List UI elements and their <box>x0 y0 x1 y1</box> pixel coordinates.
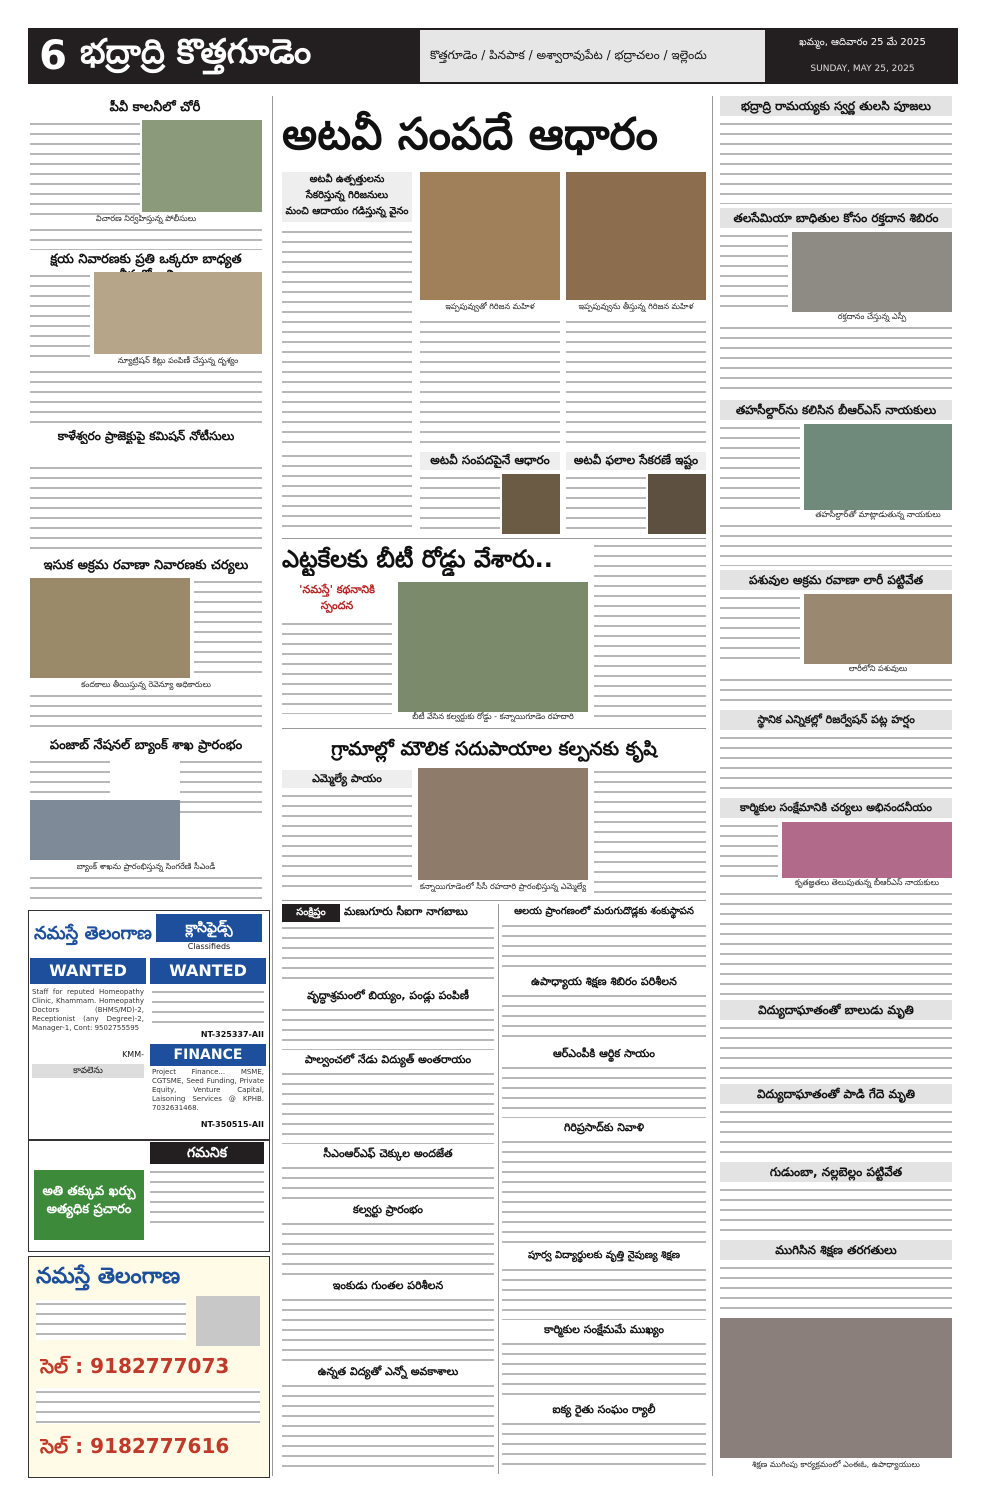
news-photo <box>420 172 560 300</box>
news-photo <box>782 822 952 878</box>
article-text <box>30 464 262 554</box>
headline: భద్రాద్రి రామయ్యకు స్వర్ణ తులసి పూజలు <box>720 96 952 116</box>
brief-headline: ఆర్ఎంపీకి ఆర్థిక సాయం <box>552 1047 656 1060</box>
slogan-line: అతి తక్కువ ఖర్చు <box>42 1184 136 1199</box>
kicker-line: అటవీ ఉత్పత్తులను <box>309 174 385 185</box>
news-photo <box>792 232 952 312</box>
finance-banner: FINANCE <box>150 1044 266 1066</box>
brief-text <box>282 1070 494 1144</box>
article-text <box>720 822 778 882</box>
article-text <box>720 1108 952 1158</box>
headline: పీవీ కాలనీలో చోరీ <box>109 100 201 115</box>
headline: తలసేమియా బాధితుల కోసం రక్తదాన శిబిరం <box>720 208 952 228</box>
brief-text <box>502 992 706 1044</box>
headline: క్షయ నివారణకు ప్రతి ఒక్కరూ బాధ్యత <box>50 252 242 267</box>
article-text <box>720 1264 952 1314</box>
headline: విద్యుదాఘాతంతో బాలుడు మృతి <box>720 1000 952 1020</box>
brief-headline: గిరిప్రసాద్‌కు నివాళి <box>563 1121 645 1134</box>
column-divider <box>712 96 713 1476</box>
photo-caption: కృతజ్ఞతలు తెలుపుతున్న బీఆర్ఎస్ నాయకులు <box>795 878 939 887</box>
brief-headline: పూర్వ విద్యార్థులకు వృత్తి నైపుణ్య శిక్షణ <box>527 1250 681 1261</box>
article-text <box>282 620 392 714</box>
article-text <box>420 474 500 534</box>
article-text <box>594 768 706 894</box>
brief-headline: ఉన్నత విద్యతో ఎన్నో అవకాశాలు <box>317 1365 459 1378</box>
article-text <box>282 792 412 892</box>
village-photo <box>418 768 588 880</box>
article-text <box>720 594 800 664</box>
article-text <box>30 226 262 250</box>
subhead: అటవీ సంపదపైనే ఆధారం <box>420 452 560 470</box>
ad-text <box>150 1168 264 1228</box>
article-text <box>720 890 952 996</box>
road-photo <box>398 582 588 712</box>
headline: కార్మికుల సంక్షేమానికి చర్యలు అభినందనీయం <box>720 798 952 818</box>
classifieds-subtitle: Classifieds <box>187 942 231 951</box>
photo-caption: విచారణ నిర్వహిస్తున్న పోలీసులు <box>95 214 197 223</box>
date-telugu: ఖమ్మం, ఆదివారం 25 మే 2025 <box>799 37 926 48</box>
phone-number: సెల్ : 9182777073 <box>40 1354 230 1378</box>
brief-text <box>502 1138 706 1246</box>
photo-caption: తహసీల్దార్‌తో మాట్లాడుతున్న నాయకులు <box>815 510 941 519</box>
portrait-photo <box>648 474 706 534</box>
photo-caption: లారీలోని పశువులు <box>848 664 908 673</box>
page-number: 6 <box>28 28 78 84</box>
article-text <box>566 318 706 448</box>
article-text <box>30 120 140 220</box>
ad-text <box>36 1388 260 1424</box>
briefs-label: సంక్షిప్తం <box>282 904 340 922</box>
kicker-line: మంచి ఆదాయం గడిస్తున్న వైనం <box>285 206 409 217</box>
lead-kicker <box>282 172 412 222</box>
brief-headline: కల్వర్టు ప్రారంభం <box>352 1203 423 1216</box>
article-text <box>720 734 952 794</box>
headline: స్థానిక ఎన్నికల్లో రిజర్వేషన్ పట్ల హర్షం <box>720 710 952 730</box>
news-photo <box>30 578 190 678</box>
headline: పశువుల అక్రమ రవాణా లారీ పట్టివేత <box>720 570 952 590</box>
village-kicker: ఎమ్మెల్యే పాయం <box>282 770 412 788</box>
photo-caption: ఇప్పపువ్వును తీస్తున్న గిరిజన మహిళ <box>578 302 694 311</box>
classifieds-title: క్లాసిఫైడ్స్ <box>156 914 262 942</box>
news-photo <box>566 172 706 300</box>
ad-text: Project Finance... MSME, CGTSME, Seed Funding, Private Equity, Venture Capital, Laisoning Services @ KPHB. 7032631468. <box>152 1068 264 1112</box>
article-text <box>720 324 952 396</box>
headline: తహసీల్దార్‌ను కలిసిన బీఆర్ఎస్ నాయకులు <box>720 400 952 420</box>
brief-text <box>502 1340 706 1400</box>
article-text <box>420 318 560 448</box>
photo-caption: ఇప్పపువ్వుతో గిరిజన మహిళ <box>445 302 535 311</box>
ad-code: KMM- <box>122 1050 144 1059</box>
article-text <box>594 542 706 722</box>
divider <box>282 900 706 901</box>
newspaper-image <box>196 1296 260 1346</box>
article-text <box>720 232 788 312</box>
brief-text <box>502 922 706 972</box>
news-photo <box>804 594 952 664</box>
kicker-line: స్పందన <box>320 599 354 612</box>
article-text <box>194 578 262 678</box>
ad-text: Staff for reputed Homeopathy Clinic, Khammam. Homeopathy Doctors (BHMS/MD)-2, Receptionist (any Degree)-2, Manager-1, Cont: 9502755595 <box>32 988 144 1032</box>
road-kicker <box>282 582 392 616</box>
road-headline: ఎట్టకేలకు బీటీ రోడ్డు వేశారు.. <box>282 545 553 573</box>
subhead: అటవీ ఫలాల సేకరణే ఇష్టం <box>566 452 706 470</box>
brief-headline: కార్మికుల సంక్షేమమే ముఖ్యం <box>544 1323 664 1336</box>
news-photo <box>142 120 262 212</box>
news-photo <box>804 424 952 510</box>
article-text <box>30 272 90 362</box>
ad-code: NT-350515-AII <box>200 1120 264 1129</box>
photo-caption: న్యూట్రిషన్ కిట్లు పంపిణీ చేస్తున్న దృశ్యం <box>117 356 239 365</box>
wanted-banner: WANTED <box>150 958 266 984</box>
photo-caption: బ్యాంక్ శాఖను ప్రారంభిస్తున్న సింగరేణి సీఎండీ <box>76 862 216 871</box>
note-label: గమనిక <box>150 1142 264 1164</box>
brief-headline: ఆలయ ప్రాంగణంలో మరుగుదొడ్లకు శంకుస్థాపన <box>514 906 694 917</box>
brief-headline: సీఎంఆర్ఎఫ్ చెక్కుల అందజేత <box>323 1147 453 1160</box>
headline: ఇసుక అక్రమ రవాణా నివారణకు చర్యలు <box>43 558 249 573</box>
photo-caption: కన్నాయిగూడెంలో సీసీ రహదారి ప్రారంభిస్తున్న ఎమ్మెల్యే <box>419 882 587 891</box>
article-text <box>30 874 262 904</box>
phone-number: సెల్ : 9182777616 <box>40 1434 230 1458</box>
places-strip: కొత్తగూడెం / పినపాక / అశ్వారావుపేట / భద్రాచలం / ఇల్లెందు <box>420 30 765 82</box>
article-text <box>30 368 262 424</box>
ad-brand: నమస్తే తెలంగాణ <box>36 1264 181 1289</box>
headline: విద్యుదాఘాతంతో పాడి గేదె మృతి <box>720 1084 952 1104</box>
date-english: SUNDAY, MAY 25, 2025 <box>810 64 915 74</box>
headline: ముగిసిన శిక్షణ తరగతులు <box>720 1240 952 1260</box>
headline: గుడుంబా, నల్లబెల్లం పట్టివేత <box>720 1162 952 1182</box>
article-text <box>720 1186 952 1236</box>
brief-text <box>282 1382 494 1472</box>
news-photo <box>720 1318 952 1458</box>
article-text <box>30 758 110 800</box>
brief-text <box>502 1266 706 1320</box>
brief-text <box>282 1296 494 1362</box>
article-text <box>566 474 646 534</box>
divider <box>282 728 706 729</box>
brief-text <box>282 1220 494 1276</box>
article-text <box>282 228 412 448</box>
headline: పంజాబ్ నేషనల్ బ్యాంక్ శాఖ ప్రారంభం <box>49 738 243 753</box>
wanted-banner: WANTED <box>30 958 146 984</box>
kicker-line: 'నమస్తే' కథనానికి <box>299 583 375 596</box>
brief-text <box>502 1064 706 1118</box>
section-title: భద్రాద్రి కొత్తగూడెం <box>80 32 312 72</box>
news-photo <box>94 272 262 354</box>
portrait-photo <box>502 474 560 534</box>
article-text <box>30 692 262 734</box>
article-text <box>180 758 262 818</box>
article-text <box>720 424 800 510</box>
news-photo <box>30 800 180 860</box>
brief-text <box>502 1420 706 1472</box>
divider <box>282 538 706 539</box>
brief-text <box>282 1006 494 1050</box>
photo-caption: బీటీ వేసిన కల్వర్టుకు రోడ్డు - కన్నాయిగూడెం రహదారి <box>412 712 574 721</box>
ad-text <box>36 1300 186 1340</box>
lead-headline: అటవీ సంపదే ఆధారం <box>282 110 658 160</box>
brief-headline: మణుగూరు సీఐగా నాగబాబు <box>344 905 468 918</box>
ad-brand: నమస్తే తెలంగాణ <box>34 923 152 944</box>
column-divider <box>272 96 273 1476</box>
article-text <box>720 676 952 706</box>
slogan-line: అత్యధిక ప్రచారం <box>46 1202 132 1217</box>
headline: కాళేశ్వరం ప్రాజెక్టుపై కమిషన్ నోటీసులు <box>57 429 235 443</box>
kicker-line: సేకరిస్తున్న గిరిజనులు <box>305 190 389 201</box>
article-text <box>282 452 412 532</box>
village-headline: గ్రామాల్లో మౌలిక సదుపాయాల కల్పనకు కృషి <box>331 738 657 760</box>
article-text <box>720 120 952 204</box>
photo-caption: శిక్షణ ముగింపు కార్యక్రమంలో ఎంఈఓ, ఉపాధ్యాయులు <box>752 1460 920 1469</box>
photo-caption: రక్తదానం చేస్తున్న ఎస్పీ <box>837 312 907 321</box>
brief-text <box>282 924 494 986</box>
brief-headline: ఇంకుడు గుంతల పరిశీలన <box>332 1279 444 1292</box>
brief-text <box>282 1164 494 1200</box>
brief-headline: ఉపాధ్యాయ శిక్షణ శిబిరం పరిశీలన <box>531 975 677 988</box>
article-text <box>720 522 952 566</box>
slogan-box <box>34 1170 144 1240</box>
ad-category: కావలెను <box>32 1064 144 1078</box>
ad-code: NT-325337-AII <box>200 1030 264 1039</box>
brief-headline: వృద్ధాశ్రమంలో బియ్యం, పండ్లు పంపిణీ <box>307 989 469 1002</box>
photo-caption: కందకాలు తీయిస్తున్న రెవెన్యూ అధికారులు <box>81 680 211 689</box>
brief-headline: ఐక్య రైతు సంఘం ర్యాలీ <box>552 1403 656 1416</box>
divider <box>498 904 499 1474</box>
article-text <box>720 1024 952 1080</box>
brief-headline: పాల్వంచలో నేడు విద్యుత్ అంతరాయం <box>304 1053 472 1066</box>
ad-text <box>152 988 264 1028</box>
